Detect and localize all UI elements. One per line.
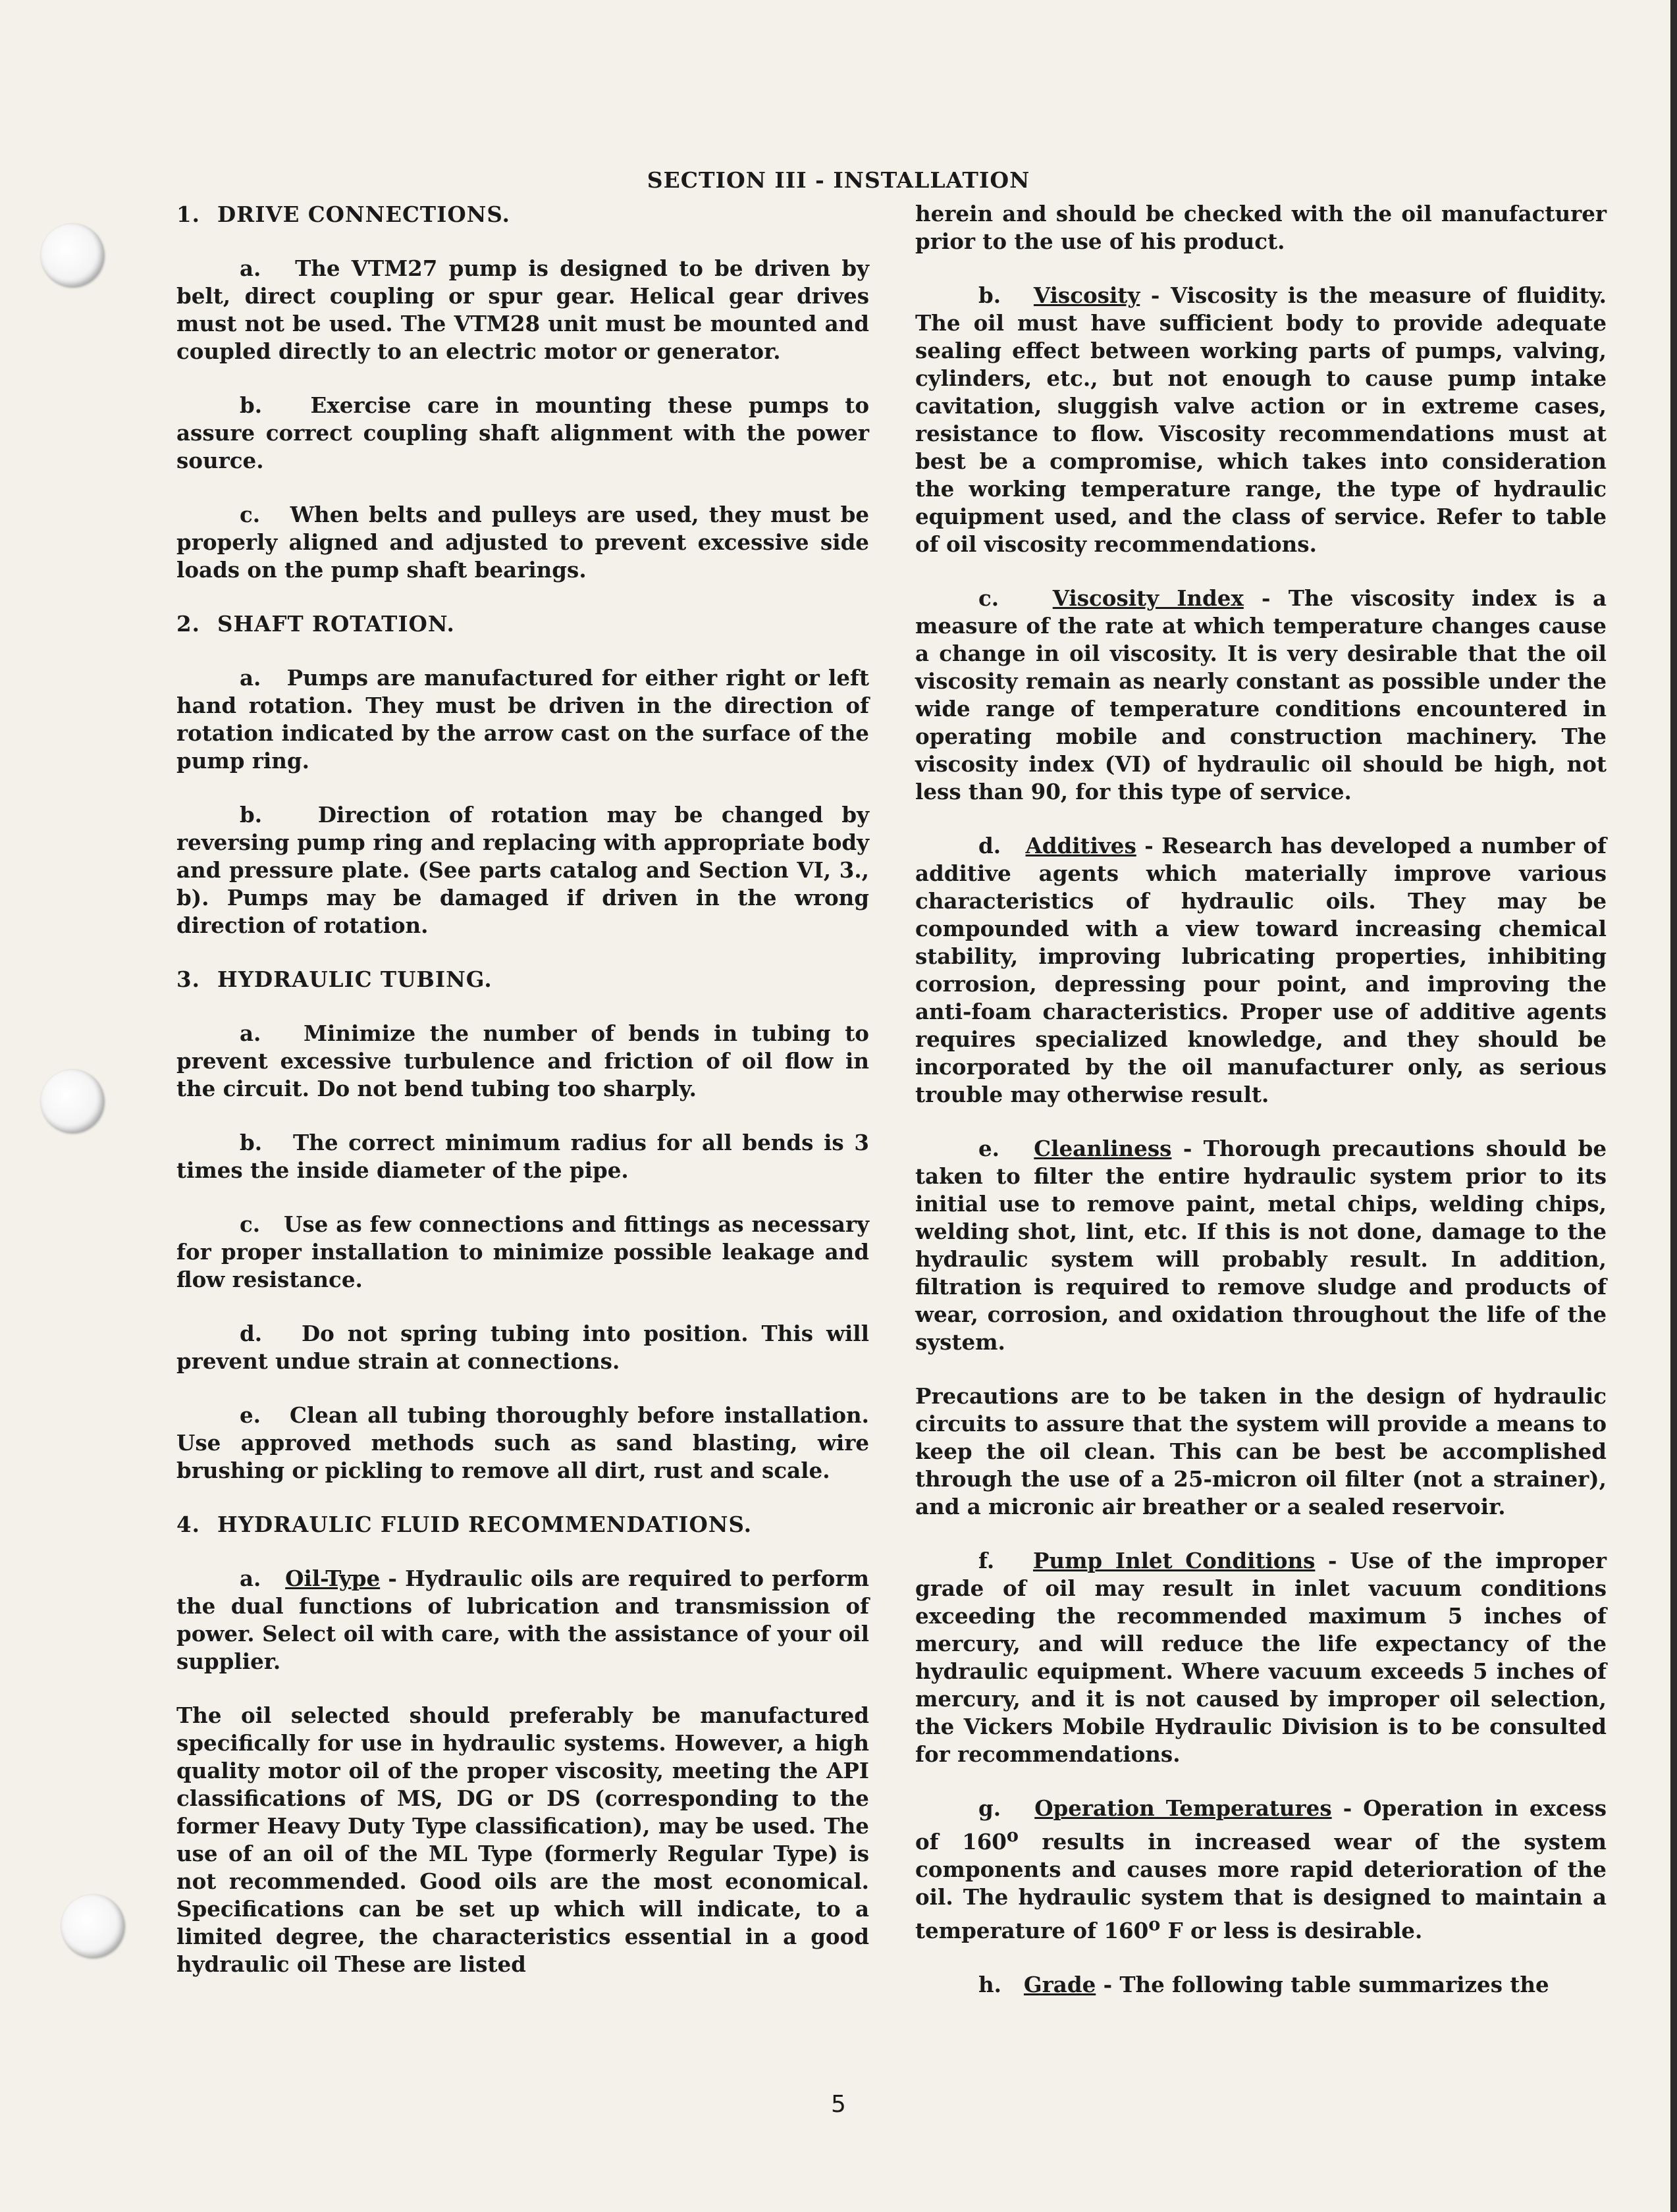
item-label: b. xyxy=(240,392,263,418)
item-label: d. xyxy=(978,833,1001,858)
paragraph-precautions: Precautions are to be taken in the design of hydraulic circuits to assure that the system will provide a means to keep the oil clean. This can be best be accomplished through the use of a 25-micron oil filter (not a strainer), and a micronic air breather or a sealed reservoir. xyxy=(915,1383,1607,1519)
paragraph-continued: herein and should be checked with the oil manufacturer prior to the use of his product. xyxy=(915,201,1607,254)
paragraph-1b xyxy=(176,392,869,475)
heading-hydraulic-fluid xyxy=(176,1511,869,1539)
item-label: c. xyxy=(978,585,999,611)
item-label: e. xyxy=(978,1136,999,1161)
item-label: b. xyxy=(978,282,1001,308)
heading-title: SHAFT ROTATION. xyxy=(217,611,455,637)
item-text: - Viscosity is the measure of fluidity. The oil must have sufficient body to provide adequate sealing effect between working parts of pumps, valving, cylinders, etc., but not enough to cause pump intake cavitation, sluggish valve action or in extreme cases, resistance to flow. Viscosity recommendations must at best be a compromise, which takes into consideration the working temperature range, the type of hydraulic equipment used, and the class of service. Refer to table of oil viscosity recommendations. xyxy=(915,282,1607,557)
degree-superscript: o xyxy=(1148,1914,1161,1935)
item-text: Exercise care in mounting these pumps to assure correct coupling shaft alignment with the power source. xyxy=(176,392,869,473)
item-text: results in increased wear of the system components and causes more rapid deterioration of the oil. The hydraulic system that is designed to maintain a temperature of 160 xyxy=(915,1828,1607,1943)
paragraph-3b xyxy=(176,1129,869,1184)
item-heading: Cleanliness xyxy=(1034,1136,1172,1161)
item-label: g. xyxy=(978,1795,1001,1821)
item-text: - Thorough precautions should be taken to filter the entire hydraulic system prior to its initial use to remove paint, metal chips, welding chips, welding shot, lint, etc. If this is not done, damage to the hydraulic system will probably result. In addition, filtration is required to remove sludge and products of wear, corrosion, and oxidation throughout the life of the system. xyxy=(915,1136,1607,1355)
paragraph-oil-selected: The oil selected should preferably be manufactured specifically for use in hydraulic systems. However, a high quality motor oil of the proper viscosity, meeting the API classifications of MS, DG or DS (corresponding to the former Heavy Duty Type classification), may be used. The use of an oil of the ML Type (formerly Regular Type) is not recommended. Good oils are the most economical. Specifications can be set up which will indicate, to a limited degree, the characteristics essential in a good hydraulic oil These are listed xyxy=(176,1702,869,1977)
item-text: When belts and pulleys are used, they must be properly aligned and adjusted to prevent excessive side loads on the pump shaft bearings. xyxy=(176,502,869,583)
item-label: b. xyxy=(240,1130,263,1155)
item-label: h. xyxy=(978,1971,1001,1997)
paragraph-3d xyxy=(176,1320,869,1375)
heading-title: HYDRAULIC TUBING. xyxy=(217,966,492,992)
item-text: Do not spring tubing into position. This will prevent undue strain at connections. xyxy=(176,1321,869,1374)
paragraph-4g xyxy=(915,1795,1607,1945)
degree-superscript: o xyxy=(1006,1826,1019,1846)
paragraph-2a xyxy=(176,664,869,775)
item-label: f. xyxy=(978,1548,995,1573)
heading-title: HYDRAULIC FLUID RECOMMENDATIONS. xyxy=(217,1512,753,1537)
item-text: - Use of the improper grade of oil may result in inlet vacuum conditions exceeding the recommended maximum 5 inches of mercury, and will reduce the life expectancy of the hydraulic equipment. Where vacuum exceeds 5 inches of mercury, and it is not caused by improper oil selection, the Vickers Mobile Hydraulic Division is to be consulted for recommendations. xyxy=(915,1548,1607,1767)
item-heading: Viscosity Index xyxy=(1052,585,1244,611)
item-label: a. xyxy=(240,1020,261,1046)
heading-title: DRIVE CONNECTIONS. xyxy=(217,201,510,227)
item-text: - The following table summarizes the xyxy=(1096,1971,1549,1997)
paragraph-4a xyxy=(176,1565,869,1675)
item-heading: Operation Temperatures xyxy=(1034,1795,1332,1821)
paragraph-4d xyxy=(915,832,1607,1109)
item-label: a. xyxy=(240,665,261,691)
paragraph-3a xyxy=(176,1020,869,1103)
item-text: Direction of rotation may be changed by reversing pump ring and replacing with appropriate body and pressure plate. (See parts catalog and Section VI, 3., b). Pumps may be damaged if driven in the wrong direction of rotation. xyxy=(176,802,869,938)
item-text: - Operation in excess of 160 xyxy=(915,1795,1607,1855)
paragraph-4h xyxy=(915,1971,1607,1999)
punch-hole-middle xyxy=(41,1070,104,1133)
heading-number: 3. xyxy=(176,966,200,992)
paragraph-4e xyxy=(915,1135,1607,1356)
item-text: Clean all tubing thoroughly before installation. Use approved methods such as sand blasting, wire brushing or pickling to remove all dirt, rust and scale. xyxy=(176,1402,869,1483)
item-text: Pumps are manufactured for either right or left hand rotation. They must be driven in the direction of rotation indicated by the arrow cast on the surface of the pump ring. xyxy=(176,665,870,774)
item-heading: Viscosity xyxy=(1033,282,1140,308)
paragraph-3c xyxy=(176,1211,869,1294)
item-label: e. xyxy=(240,1402,261,1428)
item-heading: Grade xyxy=(1023,1971,1096,1997)
right-column xyxy=(915,201,1607,2025)
paragraph-1a xyxy=(176,255,869,365)
section-title: SECTION III - INSTALLATION xyxy=(647,167,1030,193)
item-text: - Research has developed a number of additive agents which materially improve various characteristics of hydraulic oils. They may be compounded with a view toward increasing chemical stability, improving lubricating properties, inhibiting corrosion, depressing pour point, and improving the anti-foam characteristics. Proper use of additive agents requires specialized knowledge, and they should be incorporated by the oil manufacturer only, as serious trouble may otherwise result. xyxy=(915,833,1607,1107)
item-heading: Additives xyxy=(1025,833,1136,858)
item-text: The correct minimum radius for all bends is 3 times the inside diameter of the pipe. xyxy=(176,1130,869,1183)
paragraph-1c xyxy=(176,501,869,584)
punch-hole-bottom xyxy=(61,1895,124,1958)
heading-shaft-rotation xyxy=(176,610,869,638)
item-text: F or less is desirable. xyxy=(1160,1917,1423,1943)
item-heading: Pump Inlet Conditions xyxy=(1032,1548,1316,1573)
heading-drive-connections xyxy=(176,201,869,228)
paragraph-4c xyxy=(915,585,1607,806)
paragraph-4b xyxy=(915,282,1607,558)
item-text: Minimize the number of bends in tubing to prevent excessive turbulence and friction of oil flow in the circuit. Do not bend tubing too sharply. xyxy=(176,1020,869,1101)
item-text: Use as few connections and fittings as necessary for proper installation to minimize possible leakage and flow resistance. xyxy=(176,1211,869,1292)
heading-number: 4. xyxy=(176,1512,200,1537)
item-label: a. xyxy=(240,255,261,281)
paragraph-3e xyxy=(176,1402,869,1485)
paragraph-4f xyxy=(915,1547,1607,1768)
heading-number: 2. xyxy=(176,611,200,637)
heading-hydraulic-tubing xyxy=(176,966,869,993)
item-label: c. xyxy=(240,1211,261,1237)
item-label: c. xyxy=(240,502,261,527)
page-edge xyxy=(1670,0,1677,2212)
item-label: d. xyxy=(240,1321,263,1346)
item-heading: Oil-Type xyxy=(285,1566,381,1591)
punch-hole-top xyxy=(41,224,104,287)
left-column xyxy=(176,201,869,2005)
item-label: a. xyxy=(240,1566,261,1591)
item-text: - Hydraulic oils are required to perform the dual functions of lubrication and transmission of power. Select oil with care, with the assistance of your oil supplier. xyxy=(176,1566,870,1674)
heading-number: 1. xyxy=(176,201,200,227)
item-text: The VTM27 pump is designed to be driven by belt, direct coupling or spur gear. Helical gear drives must not be used. The VTM28 unit must be mounted and coupled directly to an electric motor or generator. xyxy=(176,255,870,364)
page-number: 5 xyxy=(831,2091,846,2118)
item-label: b. xyxy=(240,802,263,828)
item-text: - The viscosity index is a measure of the rate at which temperature changes cause a change in oil viscosity. It is very desirable that the oil viscosity remain as nearly constant as possible under the wide range of temperature conditions encountered in operating mobile and construction machinery. The viscosity index (VI) of hydraulic oil should be high, not less than 90, for this type of service. xyxy=(915,585,1607,804)
paragraph-2b xyxy=(176,801,869,939)
